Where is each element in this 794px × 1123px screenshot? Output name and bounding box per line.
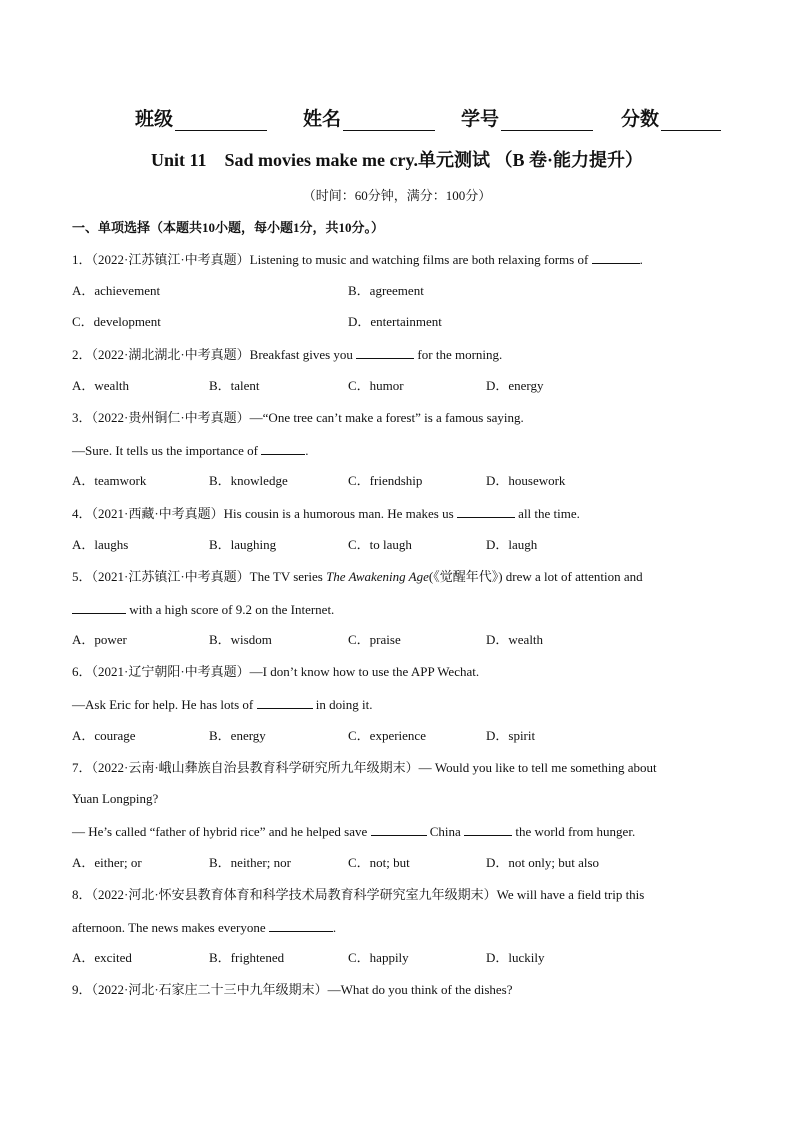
question-2-option-c[interactable]: C．humor <box>348 378 404 393</box>
section-heading: 一、单项选择（本题共10小题，每小题1分，共10分。） <box>72 220 385 235</box>
question-5-option-d[interactable]: D．wealth <box>486 632 544 647</box>
question-7-option-d[interactable]: D．not only; but also <box>486 855 600 870</box>
question-5-stem-cont: with a high score of 9.2 on the Internet. <box>72 600 334 619</box>
question-4-option-b[interactable]: B．laughing <box>209 537 277 552</box>
question-1-option-d[interactable]: D．entertainment <box>348 314 442 329</box>
question-3-reply: —Sure. It tells us the importance of . <box>72 443 309 458</box>
answer-blank <box>457 504 515 518</box>
question-3-option-b[interactable]: B．knowledge <box>209 473 288 488</box>
answer-blank <box>257 695 313 709</box>
question-1-option-a[interactable]: A．achievement <box>72 283 161 298</box>
answer-blank <box>464 822 512 836</box>
question-8-option-a[interactable]: A．excited <box>72 950 132 965</box>
question-5-option-c[interactable]: C．praise <box>348 632 401 647</box>
question-7-option-b[interactable]: B．neither; nor <box>209 855 291 870</box>
question-2-option-d[interactable]: D．energy <box>486 378 544 393</box>
question-3-option-a[interactable]: A．teamwork <box>72 473 147 488</box>
question-4-stem: 4．（2021·西藏·中考真题）His cousin is a humorous man. He makes us all the time. <box>72 506 580 521</box>
name-field <box>303 104 435 131</box>
question-6-option-b[interactable]: B．energy <box>209 728 266 743</box>
answer-blank <box>371 822 427 836</box>
question-7-option-a[interactable]: A．either; or <box>72 855 142 870</box>
id-blank[interactable] <box>501 110 593 131</box>
answer-blank <box>72 600 126 614</box>
question-8-option-b[interactable]: B．frightened <box>209 950 285 965</box>
question-7-option-c[interactable]: C．not; but <box>348 855 410 870</box>
question-6-option-d[interactable]: D．spirit <box>486 728 536 743</box>
question-5-option-a[interactable]: A．power <box>72 632 127 647</box>
answer-blank <box>269 918 333 932</box>
exam-title: Unit 11 Sad movies make me cry.单元测试 （B 卷·能力提升） <box>151 150 643 170</box>
name-blank[interactable] <box>343 110 435 131</box>
answer-blank <box>356 345 414 359</box>
question-9-stem: 9．（2022·河北·石家庄二十三中九年级期末）—What do you think of the dishes? <box>72 982 513 997</box>
question-7-stem-cont: Yuan Longping? <box>72 791 159 806</box>
question-1-option-b[interactable]: B．agreement <box>348 283 424 298</box>
question-8-option-d[interactable]: D．luckily <box>486 950 545 965</box>
question-2-option-a[interactable]: A．wealth <box>72 378 130 393</box>
question-4-option-d[interactable]: D．laugh <box>486 537 538 552</box>
score-field <box>621 104 721 131</box>
question-4-option-a[interactable]: A．laughs <box>72 537 129 552</box>
name-label: 姓名 <box>303 109 342 130</box>
question-6-option-a[interactable]: A．courage <box>72 728 136 743</box>
question-8-option-c[interactable]: C．happily <box>348 950 409 965</box>
question-6-reply: —Ask Eric for help. He has lots of in doing it. <box>72 697 373 712</box>
question-3-option-c[interactable]: C．friendship <box>348 473 423 488</box>
question-6-option-c[interactable]: C．experience <box>348 728 426 743</box>
question-3-option-d[interactable]: D．housework <box>486 473 566 488</box>
class-label: 班级 <box>135 109 174 130</box>
answer-blank <box>261 441 305 455</box>
question-7-reply: — He’s called “father of hybrid rice” and he helped save China the world from hunger. <box>72 824 636 839</box>
exam-subtitle: （时间：60分钟，满分：100分） <box>302 188 492 203</box>
series-title: The Awakening Age <box>326 569 429 584</box>
question-1-stem: 1．（2022·江苏镇江·中考真题）Listening to music and watching films are both relaxing forms of . <box>72 252 643 267</box>
question-2-option-b[interactable]: B．talent <box>209 378 260 393</box>
question-6-stem: 6．（2021·辽宁朝阳·中考真题）—I don’t know how to use the APP Wechat. <box>72 664 480 679</box>
question-2-stem: 2．（2022·湖北湖北·中考真题）Breakfast gives you for the morning. <box>72 347 503 362</box>
question-5-option-b[interactable]: B．wisdom <box>209 632 272 647</box>
score-blank[interactable] <box>661 110 721 131</box>
class-field <box>135 104 267 131</box>
question-8-stem: 8．（2022·河北·怀安县教育体育和科学技术局教育科学研究室九年级期末）We will have a field trip this <box>72 887 645 902</box>
id-label: 学号 <box>461 109 500 130</box>
question-8-stem-cont: afternoon. The news makes everyone . <box>72 920 337 935</box>
question-4-option-c[interactable]: C．to laugh <box>348 537 412 552</box>
question-3-stem: 3．（2022·贵州铜仁·中考真题）—“One tree can’t make a forest” is a famous saying. <box>72 410 524 425</box>
question-1-option-c[interactable]: C．development <box>72 314 161 329</box>
answer-blank <box>592 250 640 264</box>
question-5-stem: 5．（2021·江苏镇江·中考真题）The TV series The Awakening Age(《觉醒年代》) drew a lot of attention and <box>72 569 643 584</box>
id-field <box>461 104 593 131</box>
question-7-stem: 7．（2022·云南·峨山彝族自治县教育科学研究所九年级期末）— Would you like to tell me something about <box>72 760 657 775</box>
score-label: 分数 <box>621 109 660 130</box>
class-blank[interactable] <box>175 110 267 131</box>
